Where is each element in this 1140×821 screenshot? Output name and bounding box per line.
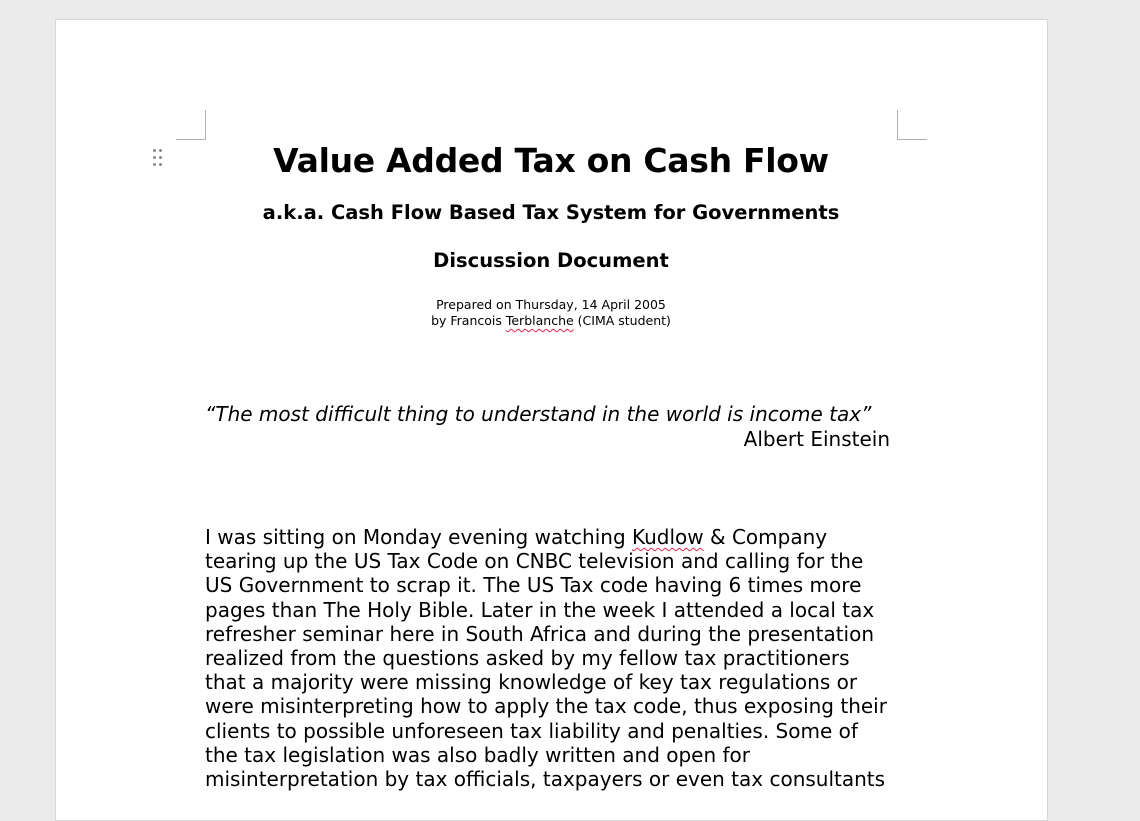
prepared-info xyxy=(205,297,897,329)
author-prefix: by Francois xyxy=(431,313,506,328)
paragraph-line: refresher seminar here in South Africa and during the presentation xyxy=(205,621,875,646)
quote: “The most difficult thing to understand in the world is income tax” xyxy=(205,402,872,426)
document-subtitle: a.k.a. Cash Flow Based Tax System for Governments xyxy=(262,201,840,224)
author-suffix: (CIMA student) xyxy=(573,313,671,328)
margin-corner-left xyxy=(176,110,206,140)
document-heading: Discussion Document xyxy=(433,249,669,272)
paragraph-line: realized from the questions asked by my fellow tax practitioners xyxy=(205,646,850,671)
paragraph-line: that a majority were missing knowledge of key tax regulations or xyxy=(205,670,858,695)
paragraph-line: misinterpretation by tax officials, taxpayers or even tax consultants xyxy=(205,767,886,792)
paragraph-line: tearing up the US Tax Code on CNBC television and calling for the xyxy=(205,549,864,574)
paragraph-line: US Government to scrap it. The US Tax code having 6 times more xyxy=(205,573,862,598)
paragraph-line: were misinterpreting how to apply the tax code, thus exposing their xyxy=(205,694,887,719)
text: & Company xyxy=(703,525,828,549)
document-page[interactable] xyxy=(55,19,1048,821)
misspelled-word[interactable]: Kudlow xyxy=(632,525,704,549)
paragraph-line: the tax legislation was also badly written and open for xyxy=(205,742,751,767)
prepared-date: Prepared on Thursday, 14 April 2005 xyxy=(436,297,666,312)
body-paragraph xyxy=(205,525,887,791)
paragraph-line: clients to possible unforeseen tax liability and penalties. Some of xyxy=(205,718,858,743)
paragraph-line xyxy=(205,525,887,549)
margin-corner-right xyxy=(897,110,927,140)
misspelled-word[interactable]: Terblanche xyxy=(505,313,574,328)
drag-handle-icon[interactable] xyxy=(153,149,165,169)
text: I was sitting on Monday evening watching xyxy=(205,525,632,549)
author-line xyxy=(205,313,897,329)
paragraph-line: pages than The Holy Bible. Later in the week I attended a local tax xyxy=(205,597,875,622)
quote-author: Albert Einstein xyxy=(743,427,890,451)
document-title: Value Added Tax on Cash Flow xyxy=(273,141,829,180)
